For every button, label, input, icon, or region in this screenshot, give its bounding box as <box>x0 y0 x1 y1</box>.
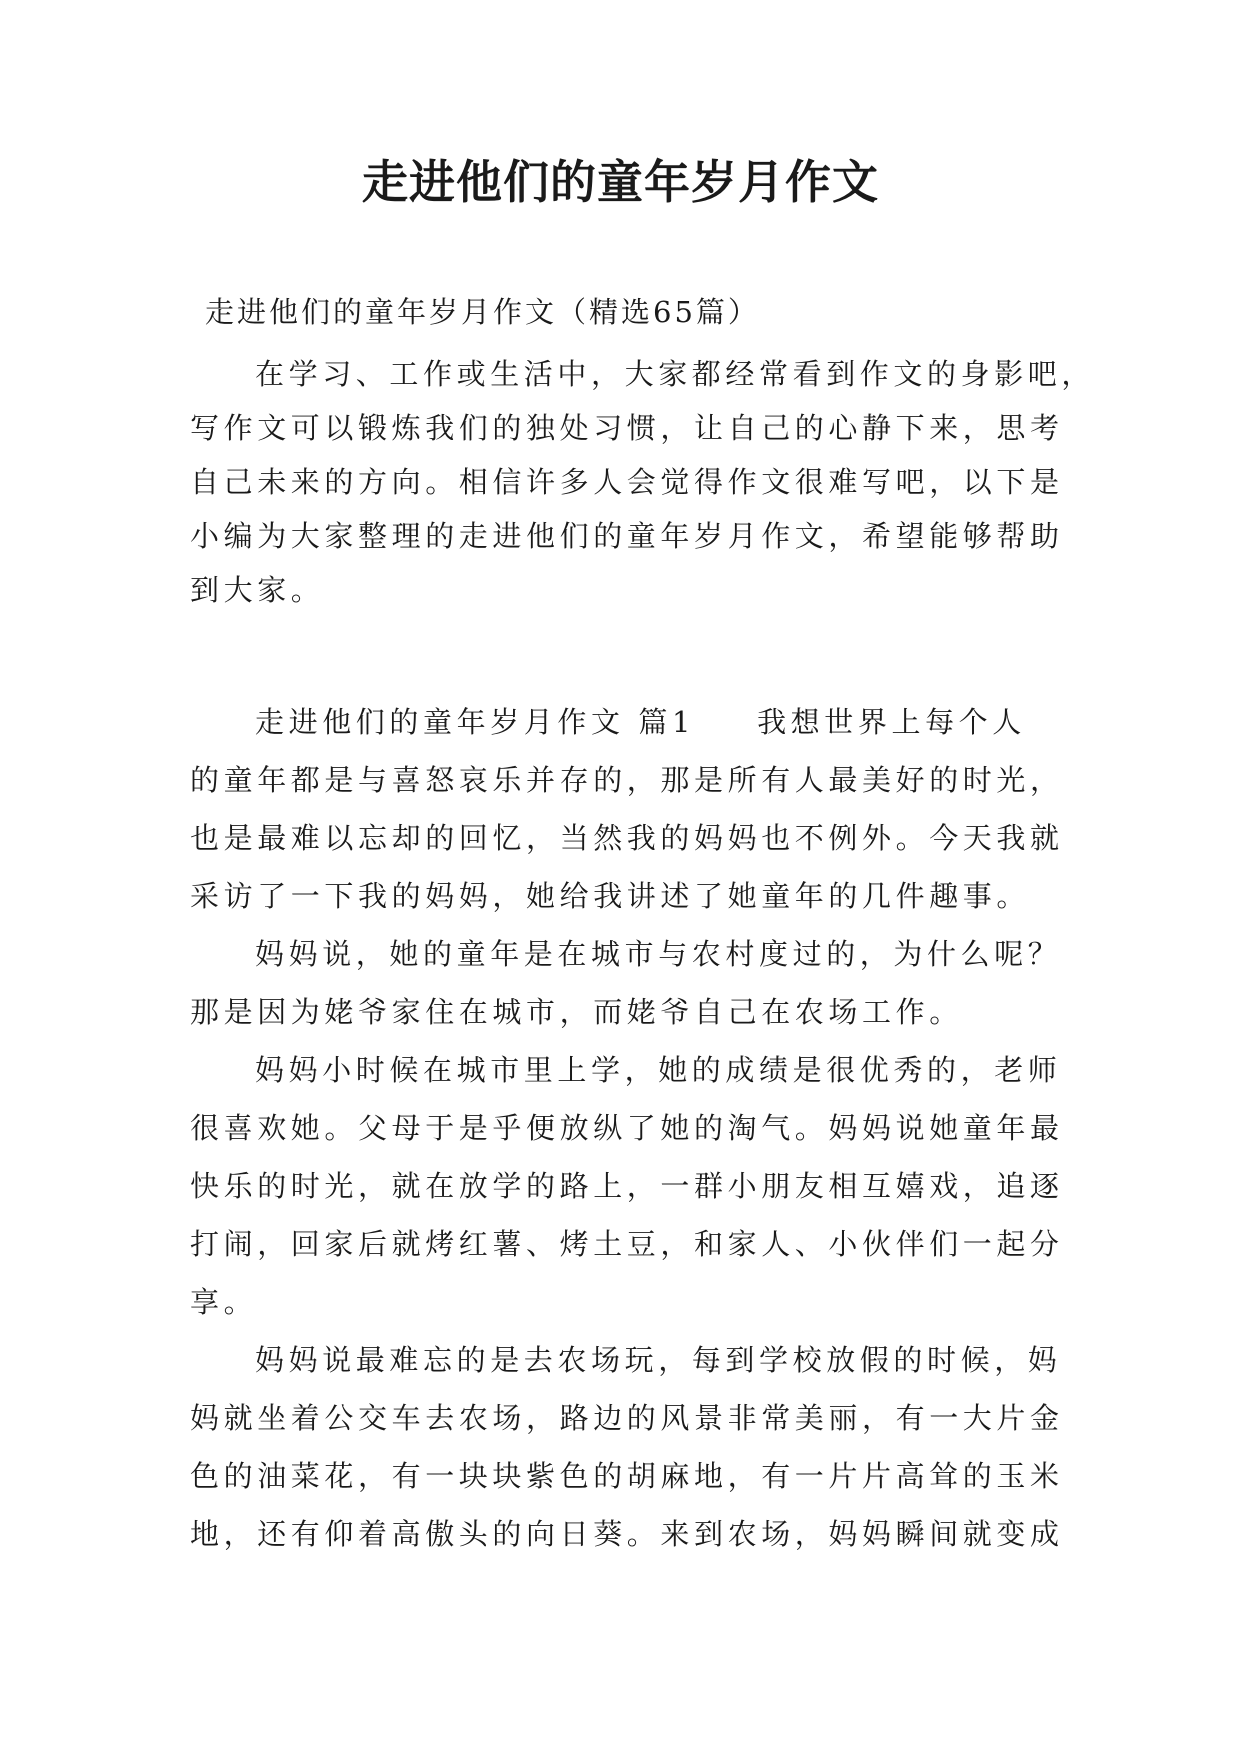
essay-line: 妈妈说最难忘的是去农场玩，每到学校放假的时候，妈 <box>255 1343 1062 1377</box>
document-title: 走进他们的童年岁月作文 <box>362 155 879 209</box>
essay-line: 妈妈说，她的童年是在城市与农村度过的，为什么呢？ <box>255 937 1062 971</box>
essay-line: 的童年都是与喜怒哀乐并存的，那是所有人最美好的时光， <box>190 763 1064 797</box>
essay-line: 那是因为姥爷家住在城市，而姥爷自己在农场工作。 <box>190 995 963 1029</box>
essay-line: 采访了一下我的妈妈，她给我讲述了她童年的几件趣事。 <box>190 879 1031 913</box>
essay-line: 很喜欢她。父母于是乎便放纵了她的淘气。妈妈说她童年最 <box>190 1111 1064 1145</box>
intro-line: 在学习、工作或生活中，大家都经常看到作文的身影吧， <box>255 357 1096 391</box>
intro-line: 自己未来的方向。相信许多人会觉得作文很难写吧，以下是 <box>190 465 1064 499</box>
essay-line: 享。 <box>190 1285 258 1319</box>
essay-line: 妈妈小时候在城市里上学，她的成绩是很优秀的，老师 <box>255 1053 1062 1087</box>
document-subtitle: 走进他们的童年岁月作文（精选65篇） <box>205 295 760 329</box>
essay-heading-line <box>255 702 1070 742</box>
intro-line: 写作文可以锻炼我们的独处习惯，让自己的心静下来，思考 <box>190 411 1064 445</box>
essay-line: 色的油菜花，有一块块紫色的胡麻地，有一片片高耸的玉米 <box>190 1459 1064 1493</box>
essay-line: 妈就坐着公交车去农场，路边的风景非常美丽，有一大片金 <box>190 1401 1064 1435</box>
intro-line: 小编为大家整理的走进他们的童年岁月作文，希望能够帮助 <box>190 519 1064 553</box>
intro-line: 到大家。 <box>190 573 325 607</box>
essay-heading: 走进他们的童年岁月作文 篇1 <box>255 705 696 739</box>
essay-line: 也是最难以忘却的回忆，当然我的妈妈也不例外。今天我就 <box>190 821 1064 855</box>
essay-text: 我想世界上每个人 <box>757 705 1026 739</box>
essay-line: 快乐的时光，就在放学的路上，一群小朋友相互嬉戏，追逐 <box>190 1169 1064 1203</box>
essay-line: 地，还有仰着高傲头的向日葵。来到农场，妈妈瞬间就变成 <box>190 1517 1064 1551</box>
essay-line: 打闹，回家后就烤红薯、烤土豆，和家人、小伙伴们一起分 <box>190 1227 1064 1261</box>
